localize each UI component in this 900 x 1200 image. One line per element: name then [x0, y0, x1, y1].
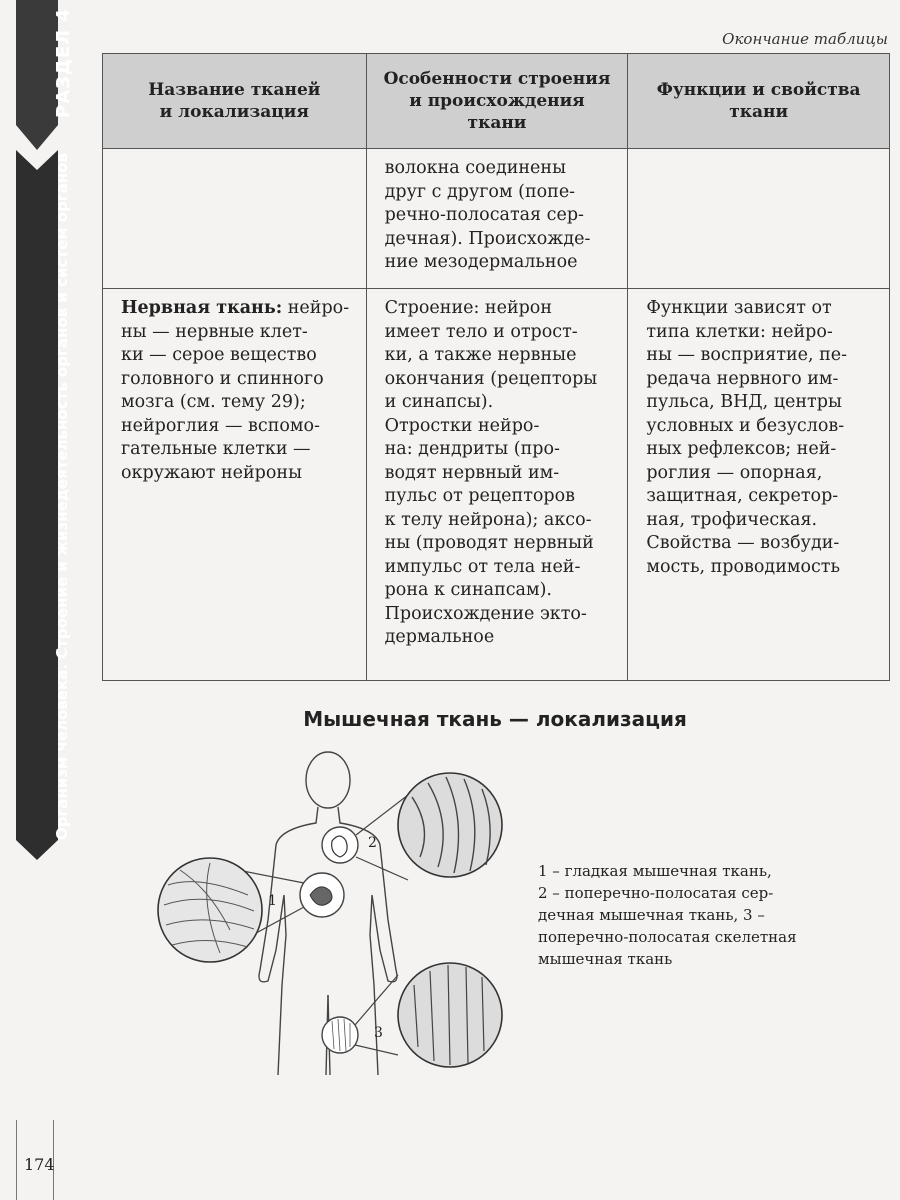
section-title: Организм человека. Строение и жизнедеятельность органов и систем органов: [53, 153, 71, 840]
table-cell-name: [103, 149, 367, 289]
table-cell-structure: Строение: нейрон имеет тело и отрост- ки, а также нервные окончания (рецепторы и синапсы). Отростки нейро- на: дендриты (про- водят нервный им- пульс от рецепторов к телу нейрона); аксо- ны (проводят нервный импульс от тела ней- рона к синапсам). Происхождение экто- дермальное: [366, 289, 628, 681]
table-continuation-label: Окончание таблицы: [722, 30, 888, 48]
column-header: Название тканей и локализация: [103, 54, 367, 149]
page-number: 174: [24, 1155, 55, 1174]
tissue-name: Нервная ткань:: [121, 298, 283, 318]
column-header: Особенности строения и происхождения ткани: [366, 54, 628, 149]
label-3: 3: [374, 1025, 383, 1041]
table-header-row: [103, 54, 890, 149]
side-tab: [16, 0, 74, 1090]
table-cell-name: [103, 289, 367, 681]
side-tab-shape: [16, 0, 58, 1090]
table-cell-functions: [628, 149, 890, 289]
table-row: [103, 289, 890, 681]
muscle-tissue-figure: [150, 745, 510, 1089]
table-row: [103, 149, 890, 289]
tissue-localization: нейро- ны — нервные клет- ки — серое вещество головного и спинного мозга (см. тему 29); нейроглия — вспомо- гательные клетки — окружают нейроны: [121, 298, 350, 483]
column-header: Функции и свойства ткани: [628, 54, 890, 149]
section-label: РАЗДЕЛ 4: [53, 8, 74, 118]
tissue-table: [102, 53, 890, 681]
label-1: 1: [268, 893, 277, 909]
table-cell-functions: Функции зависят от типа клетки: нейро- ны — восприятие, пе- редача нервного им- пульса, ВНД, центры условных и безуслов- ных рефлексов; ней- роглия — опорная, защитная, секретор- ная, трофическая. Свойства — возбуди- мость, проводимость: [628, 289, 890, 681]
figure-title: Мышечная ткань — локализация: [303, 707, 687, 731]
figure-legend: 1 – гладкая мышечная ткань, 2 – поперечно-полосатая сер- дечная мышечная ткань, 3 – поперечно-полосатая скелетная мышечная ткань: [538, 862, 797, 968]
body-diagram: [150, 745, 510, 1085]
label-2: 2: [368, 835, 377, 851]
table-cell-structure: волокна соединены друг с другом (попе- речно-полосатая сер- дечная). Происхожде- ние мезодермальное: [366, 149, 628, 289]
